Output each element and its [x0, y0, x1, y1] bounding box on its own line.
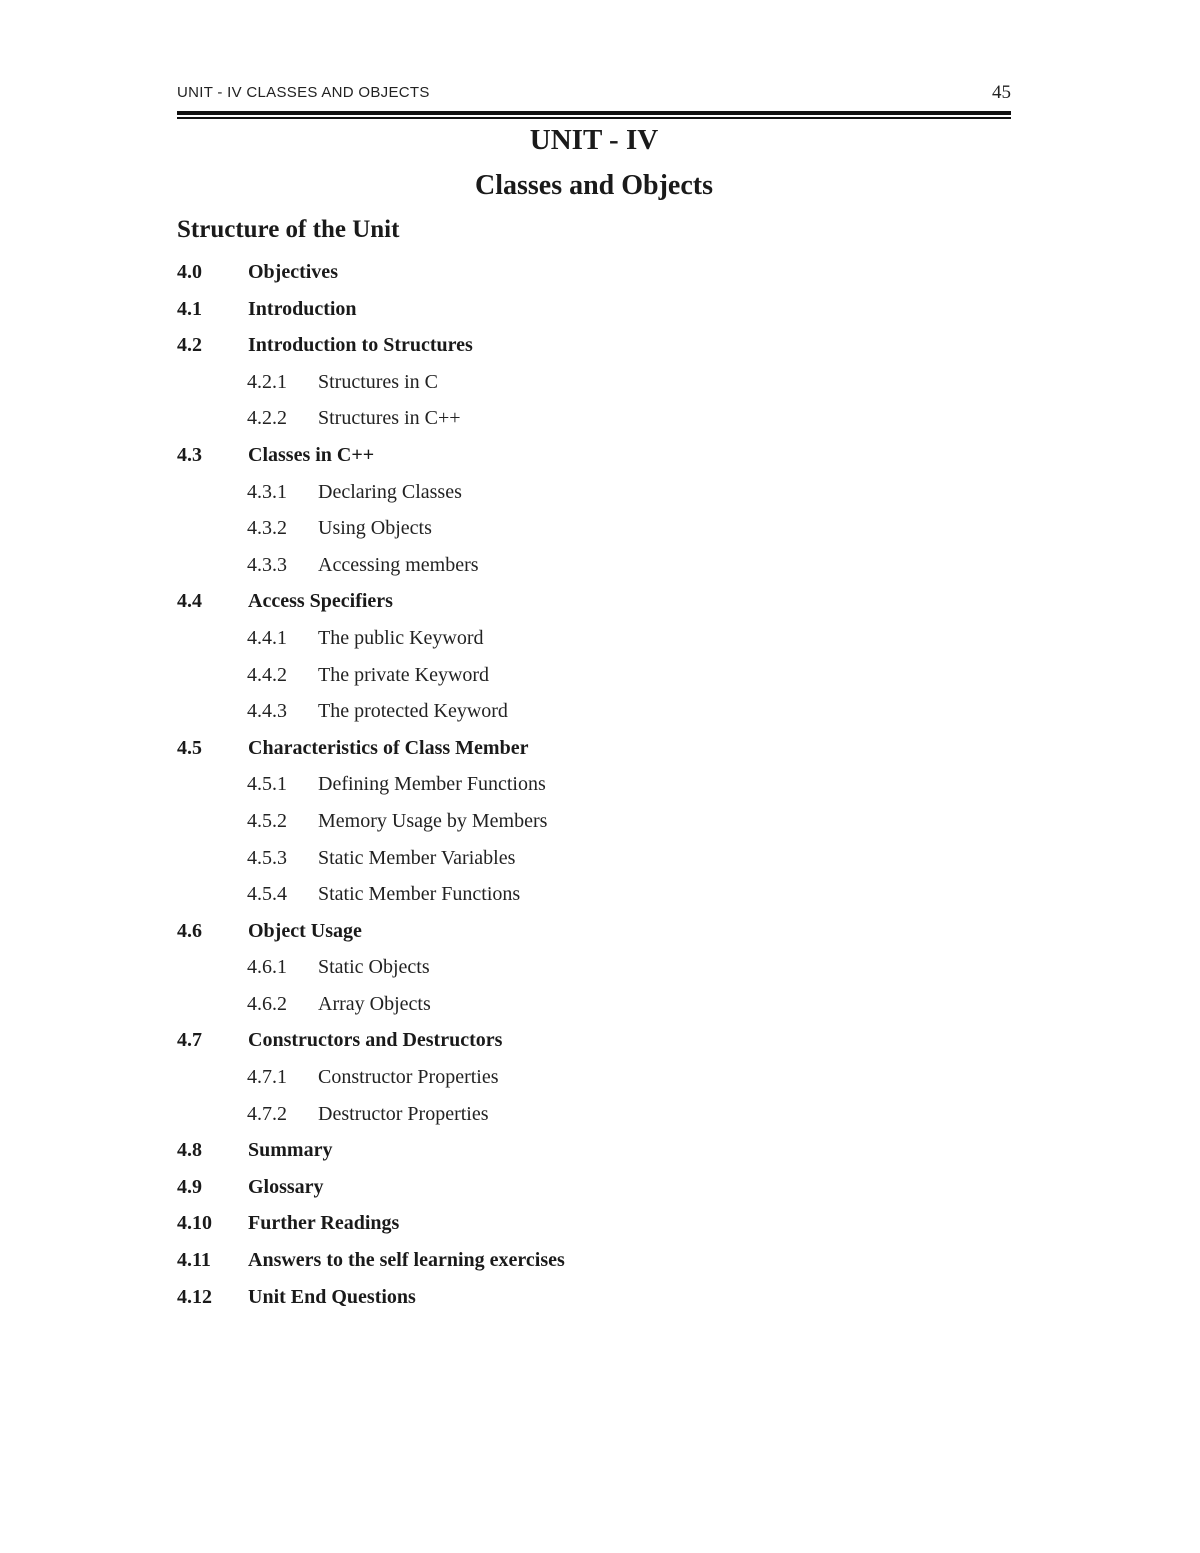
toc-section [177, 1245, 1011, 1282]
unit-title: UNIT - IV [529, 124, 659, 156]
toc-section [177, 257, 1011, 294]
toc-section [177, 294, 1011, 331]
toc-label: Memory Usage by Members [318, 809, 548, 832]
toc-subsection [177, 403, 1011, 440]
toc-number: 4.8 [177, 1139, 202, 1162]
toc-number: 4.9 [177, 1175, 202, 1198]
toc-label: Static Objects [318, 956, 430, 979]
toc-number: 4.3 [177, 443, 202, 466]
running-header [177, 82, 1011, 106]
toc-label: Static Member Variables [318, 846, 516, 869]
toc-subsection [177, 1062, 1011, 1099]
toc-subsection [177, 989, 1011, 1026]
toc-number: 4.4 [177, 590, 202, 613]
toc-number: 4.5 [177, 736, 202, 759]
toc-label: Object Usage [248, 919, 362, 942]
toc-label: Array Objects [318, 992, 431, 1015]
toc-subsection [177, 477, 1011, 514]
toc-number: 4.5.3 [247, 846, 287, 869]
toc-label: Destructor Properties [318, 1102, 489, 1125]
toc-subsection [177, 1099, 1011, 1136]
toc-number: 4.0 [177, 261, 202, 283]
page-number: 45 [992, 82, 1011, 103]
toc-subsection [177, 952, 1011, 989]
structure-heading: Structure of the Unit [177, 216, 400, 243]
toc-label: Structures in C [318, 370, 438, 393]
toc-number: 4.2.1 [247, 370, 287, 393]
toc-number: 4.3.3 [247, 553, 287, 576]
toc-number: 4.7.1 [247, 1066, 287, 1089]
toc-label: Characteristics of Class Member [248, 736, 529, 759]
toc-label: Answers to the self learning exercises [248, 1249, 565, 1272]
toc-label: Static Member Functions [318, 883, 521, 906]
toc-label: Summary [248, 1139, 333, 1162]
table-of-contents [177, 257, 1011, 1318]
toc-section [177, 440, 1011, 477]
toc-label: Defining Member Functions [318, 773, 546, 796]
toc-number: 4.2.2 [247, 407, 287, 430]
toc-label: Accessing members [318, 553, 479, 576]
toc-label: Using Objects [318, 517, 432, 540]
toc-number: 4.5.1 [247, 773, 287, 796]
toc-subsection [177, 843, 1011, 880]
toc-number: 4.7 [177, 1029, 202, 1052]
toc-label: Introduction to Structures [248, 334, 473, 357]
toc-number: 4.1 [177, 297, 202, 320]
toc-number: 4.2 [177, 334, 202, 357]
toc-label: Access Specifiers [248, 590, 393, 613]
toc-label: Declaring Classes [318, 480, 462, 503]
toc-label: The public Keyword [318, 626, 484, 649]
toc-number: 4.4.2 [247, 663, 287, 686]
toc-label: The private Keyword [318, 663, 490, 686]
toc-section [177, 1172, 1011, 1209]
toc-section [177, 1025, 1011, 1062]
toc-section [177, 916, 1011, 953]
toc-subsection [177, 696, 1011, 733]
toc-label: The protected Keyword [318, 700, 508, 723]
toc-number: 4.7.2 [247, 1102, 287, 1125]
toc-label: Constructors and Destructors [248, 1029, 503, 1052]
toc-label: Unit End Questions [248, 1285, 416, 1308]
toc-label: Classes in C++ [248, 443, 375, 466]
toc-number: 4.11 [177, 1249, 211, 1272]
toc-section [177, 1208, 1011, 1245]
header-rule-thick [177, 111, 1011, 115]
running-title: UNIT - IV CLASSES AND OBJECTS [177, 84, 430, 101]
toc-section [177, 330, 1011, 367]
toc-subsection [177, 660, 1011, 697]
unit-subtitle: Classes and Objects [474, 170, 713, 201]
toc-number: 4.12 [177, 1285, 212, 1308]
toc-subsection [177, 367, 1011, 404]
toc-number: 4.6.2 [247, 992, 287, 1015]
toc-number: 4.6 [177, 919, 202, 942]
toc-subsection [177, 806, 1011, 843]
toc-label: Introduction [248, 297, 357, 320]
toc-subsection [177, 513, 1011, 550]
header-rule-thin [177, 117, 1011, 119]
toc-number: 4.4.3 [247, 700, 287, 723]
toc-subsection [177, 879, 1011, 916]
toc-label: Constructor Properties [318, 1066, 499, 1089]
toc-section [177, 586, 1011, 623]
toc-number: 4.5.4 [247, 883, 287, 906]
toc-number: 4.6.1 [247, 956, 287, 979]
toc-label: Glossary [248, 1175, 324, 1198]
toc-label: Structures in C++ [318, 407, 461, 430]
toc-number: 4.3.1 [247, 480, 287, 503]
toc-number: 4.5.2 [247, 809, 287, 832]
toc-subsection [177, 623, 1011, 660]
toc-section [177, 1282, 1011, 1319]
toc-number: 4.3.2 [247, 517, 287, 540]
toc-label: Objectives [248, 261, 338, 283]
toc-number: 4.10 [177, 1212, 212, 1235]
toc-subsection [177, 769, 1011, 806]
toc-section [177, 1135, 1011, 1172]
toc-number: 4.4.1 [247, 626, 287, 649]
toc-subsection [177, 550, 1011, 587]
toc-section [177, 733, 1011, 770]
toc-label: Further Readings [248, 1212, 400, 1235]
